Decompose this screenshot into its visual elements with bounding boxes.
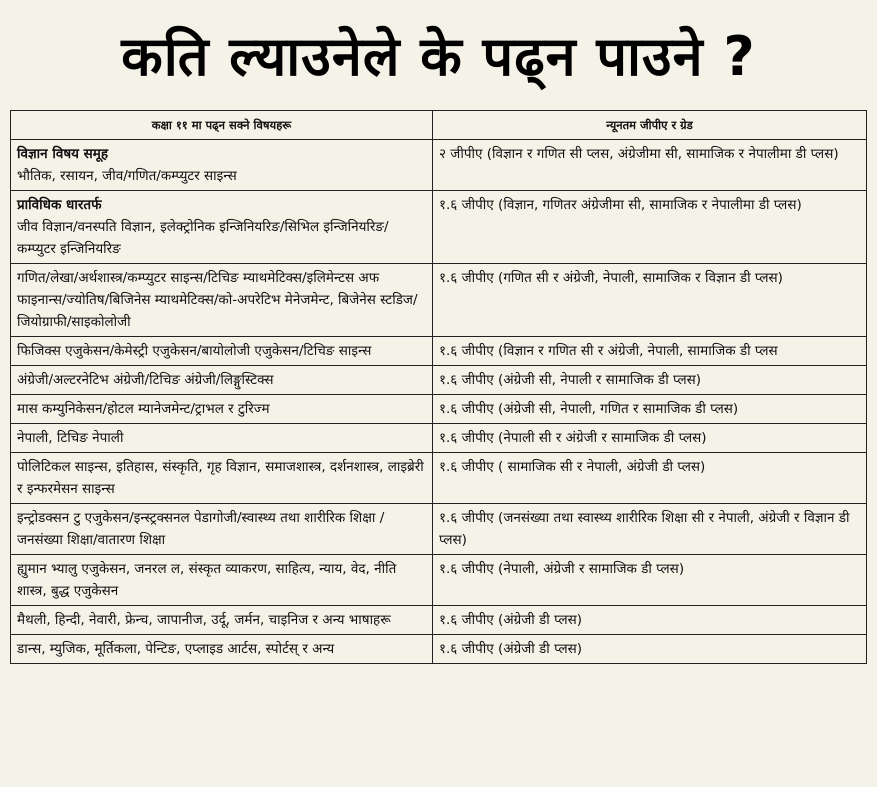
table-row: [11, 337, 867, 366]
subjects-cell: [11, 606, 433, 635]
subjects-cell: [11, 366, 433, 395]
grade-requirement-cell: १.६ जीपीए (विज्ञान, गणितर अंग्रेजीमा सी, सामाजिक र नेपालीमा डी प्लस): [433, 191, 867, 264]
table-row: [11, 366, 867, 395]
grade-requirement-cell: १.६ जीपीए (नेपाली सी र अंग्रेजी र सामाजिक डी प्लस): [433, 424, 867, 453]
subjects-cell: [11, 264, 433, 337]
table-row: [11, 264, 867, 337]
grade-requirement-cell: १.६ जीपीए (अंग्रेजी डी प्लस): [433, 635, 867, 664]
subjects-cell: [11, 191, 433, 264]
subjects-cell: [11, 635, 433, 664]
subjects-cell: [11, 453, 433, 504]
subjects-cell: [11, 140, 433, 191]
subject-list: मैथली, हिन्दी, नेवारी, फ्रेन्च, जापानीज, उर्दू, जर्मन, चाइनिज र अन्य भाषाहरू: [17, 612, 391, 628]
grade-requirement-cell: १.६ जीपीए (विज्ञान र गणित सी र अंग्रेजी, नेपाली, सामाजिक डी प्लस: [433, 337, 867, 366]
header-subjects: कक्षा ११ मा पढ्न सक्ने विषयहरू: [11, 111, 433, 140]
grade-requirement-cell: १.६ जीपीए (नेपाली, अंग्रेजी र सामाजिक डी प्लस): [433, 555, 867, 606]
subject-list: गणित/लेखा/अर्थशास्त्र/कम्प्युटर साइन्स/टिचिङ म्याथमेटिक्स/इलिमेन्टस अफ फाइनान्स/ज्योतिष/बिजिनेस म्याथमेटिक्स/को-अपरेटिभ मेनेजमेन्ट, बिजेनेस स्टडिज/जियोग्राफी/साइकोलोजी: [17, 270, 418, 330]
subject-list: मास कम्युनिकेसन/होटल म्यानेजमेन्ट/ट्राभल र टुरिज्म: [17, 401, 270, 417]
table-row: [11, 191, 867, 264]
table-header-row: [11, 111, 867, 140]
subject-list: डान्स, म्युजिक, मूर्तिकला, पेन्टिङ, एप्लाइड आर्टस, स्पोर्टस् र अन्य: [17, 641, 335, 657]
subject-list: फिजिक्स एजुकेसन/केमेस्ट्री एजुकेसन/बायोलोजी एजुकेसन/टिचिङ साइन्स: [17, 343, 372, 359]
grade-requirement-cell: १.६ जीपीए (अंग्रेजी सी, नेपाली, गणित र सामाजिक डी प्लस): [433, 395, 867, 424]
table-row: [11, 140, 867, 191]
table-row: [11, 555, 867, 606]
page-title: कति ल्याउनेले के पढ्न पाउने ?: [121, 25, 756, 88]
table-row: [11, 395, 867, 424]
table-row: [11, 504, 867, 555]
subjects-cell: [11, 337, 433, 366]
subjects-cell: [11, 424, 433, 453]
table-row: [11, 606, 867, 635]
header-min-gpa: न्यूनतम जीपीए र ग्रेड: [433, 111, 867, 140]
subject-list: भौतिक, रसायन, जीव/गणित/कम्प्युटर साइन्स: [17, 168, 237, 184]
subject-list: अंग्रेजी/अल्टरनेटिभ अंग्रेजी/टिचिङ अंग्रेजी/लिङ्गुस्टिक्स: [17, 372, 274, 388]
grade-requirement-cell: १.६ जीपीए ( सामाजिक सी र नेपाली, अंग्रेजी डी प्लस): [433, 453, 867, 504]
subject-list: नेपाली, टिचिङ नेपाली: [17, 430, 124, 446]
grade-requirement-cell: १.६ जीपीए (अंग्रेजी डी प्लस): [433, 606, 867, 635]
table-row: [11, 635, 867, 664]
subject-list: जीव विज्ञान/वनस्पति विज्ञान, इलेक्ट्रोनिक इन्जिनियरिङ/सिभिल इन्जिनियरिङ/कम्प्युटर इन्जिनियरिङ: [17, 219, 389, 257]
grade-requirement-cell: १.६ जीपीए (गणित सी र अंग्रेजी, नेपाली, सामाजिक र विज्ञान डी प्लस): [433, 264, 867, 337]
eligibility-table: [10, 110, 867, 664]
subjects-cell: [11, 555, 433, 606]
subjects-cell: [11, 395, 433, 424]
table-body: [11, 140, 867, 664]
subject-list: ह्युमान भ्यालु एजुकेसन, जनरल ल, संस्कृत व्याकरण, साहित्य, न्याय, वेद, नीति शास्त्र, बुद्ध एजुकेसन: [17, 561, 397, 599]
subject-group-label: प्राविधिक धारतर्फ: [17, 197, 102, 213]
table-row: [11, 453, 867, 504]
subjects-cell: [11, 504, 433, 555]
subject-group-label: विज्ञान विषय समूह: [17, 146, 109, 162]
subject-list: इन्ट्रोडक्सन टु एजुकेसन/इन्स्ट्रक्सनल पेडागोजी/स्वास्थ्य तथा शारीरिक शिक्षा /जनसंख्या शिक्षा/वातारण शिक्षा: [17, 510, 385, 548]
grade-requirement-cell: २ जीपीए (विज्ञान र गणित सी प्लस, अंग्रेजीमा सी, सामाजिक र नेपालीमा डी प्लस): [433, 140, 867, 191]
grade-requirement-cell: १.६ जीपीए (अंग्रेजी सी, नेपाली र सामाजिक डी प्लस): [433, 366, 867, 395]
subject-list: पोलिटिकल साइन्स, इतिहास, संस्कृति, गृह विज्ञान, समाजशास्त्र, दर्शनशास्त्र, लाइब्रेरी र इन्फरमेसन साइन्स: [17, 459, 424, 497]
grade-requirement-cell: १.६ जीपीए (जनसंख्या तथा स्वास्थ्य शारीरिक शिक्षा सी र नेपाली, अंग्रेजी र विज्ञान डी प्लस): [433, 504, 867, 555]
table-row: [11, 424, 867, 453]
